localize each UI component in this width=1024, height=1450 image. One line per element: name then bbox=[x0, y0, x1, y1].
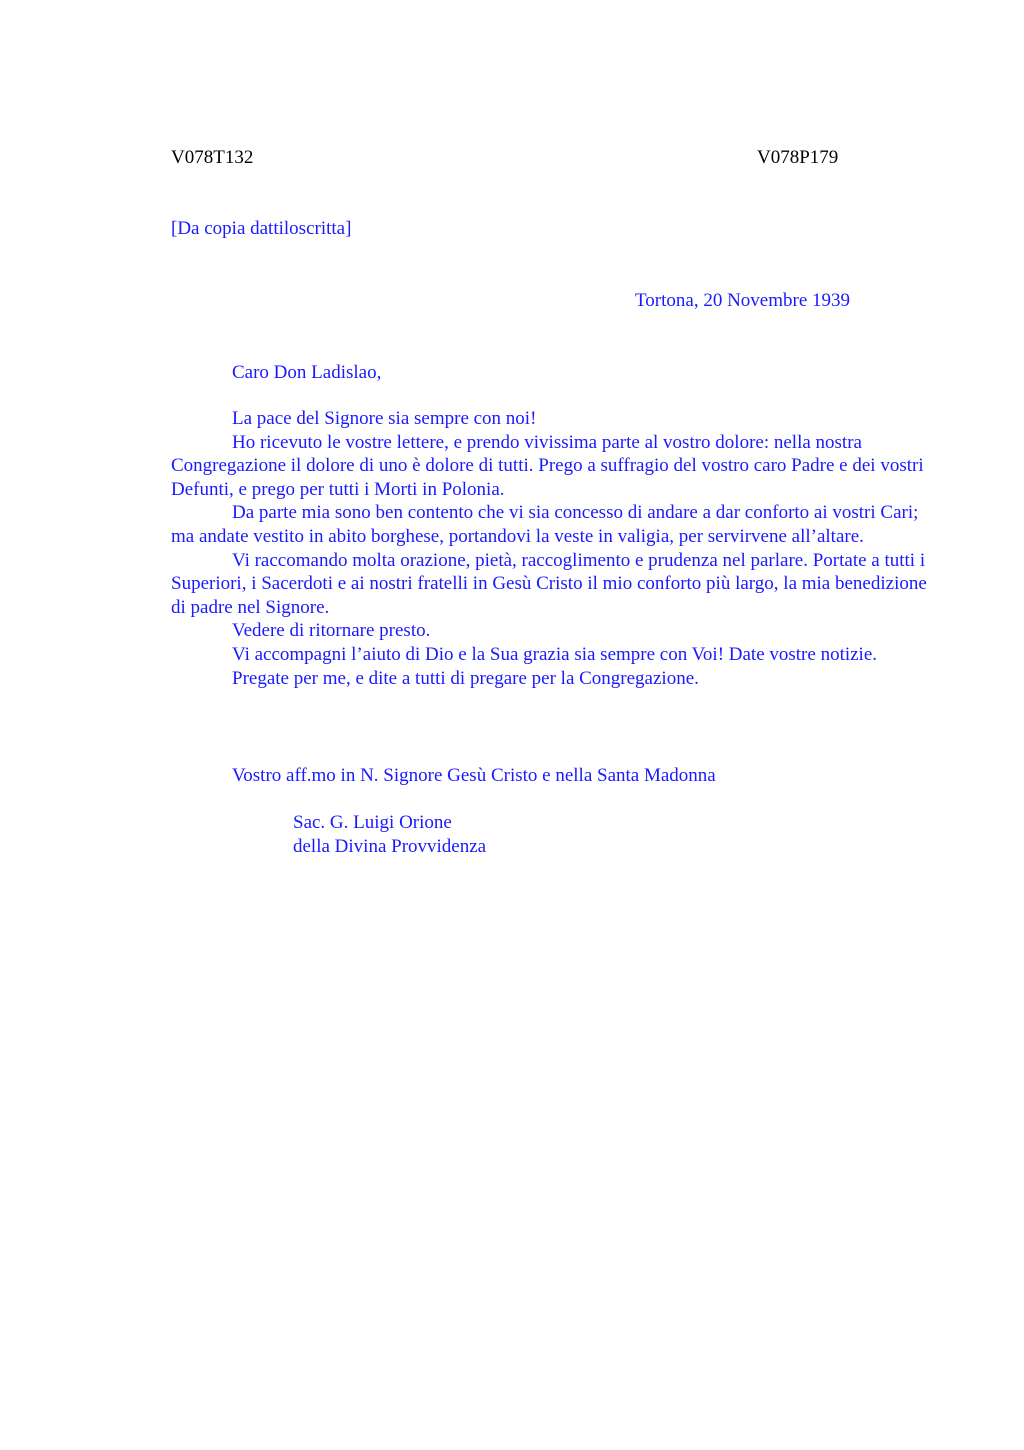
letter-paragraph: Pregate per me, e dite a tutti di pregare per la Congregazione. bbox=[232, 667, 699, 689]
letter-body bbox=[171, 407, 927, 690]
letter-paragraph: Vi accompagni l’aiuto di Dio e la Sua grazia sia sempre con Voi! Date vostre notizie. bbox=[232, 643, 878, 665]
signature-name: Sac. G. Luigi Orione bbox=[293, 812, 452, 833]
letter-date: Tortona, 20 Novembre 1939 bbox=[635, 290, 851, 311]
letter-salutation: Caro Don Ladislao, bbox=[232, 362, 382, 383]
letter-paragraph: Ho ricevuto le vostre lettere, e prendo vivissima parte al vostro dolore: nella nostra Congregazione il dolore di uno è dolore di tutti. Prego a suffragio del vostro caro Padre e dei vostri Defunti, e prego per tutti i Morti in Polonia. bbox=[171, 431, 924, 500]
letter-paragraph: Vedere di ritornare presto. bbox=[232, 620, 431, 642]
letter-paragraph: La pace del Signore sia sempre con noi! bbox=[232, 408, 537, 429]
document-code-left: V078T132 bbox=[171, 147, 254, 168]
letter-closing: Vostro aff.mo in N. Signore Gesù Cristo e nella Santa Madonna bbox=[232, 765, 716, 786]
document-code-right: V078P179 bbox=[757, 147, 839, 168]
signature-title: della Divina Provvidenza bbox=[293, 836, 487, 857]
letter-paragraph: Vi raccomando molta orazione, pietà, raccoglimento e prudenza nel parlare. Portate a tutti i Superiori, i Sacerdoti e ai nostri fratelli in Gesù Cristo il mio conforto più largo, la mia benedizione di padre nel Signore. bbox=[171, 549, 927, 618]
source-note: [Da copia dattiloscritta] bbox=[171, 218, 352, 239]
letter-paragraph: Da parte mia sono ben contento che vi sia concesso di andare a dar conforto ai vostri Cari; ma andate vestito in abito borghese, portandovi la veste in valigia, per servirvene all’altare. bbox=[171, 502, 919, 547]
